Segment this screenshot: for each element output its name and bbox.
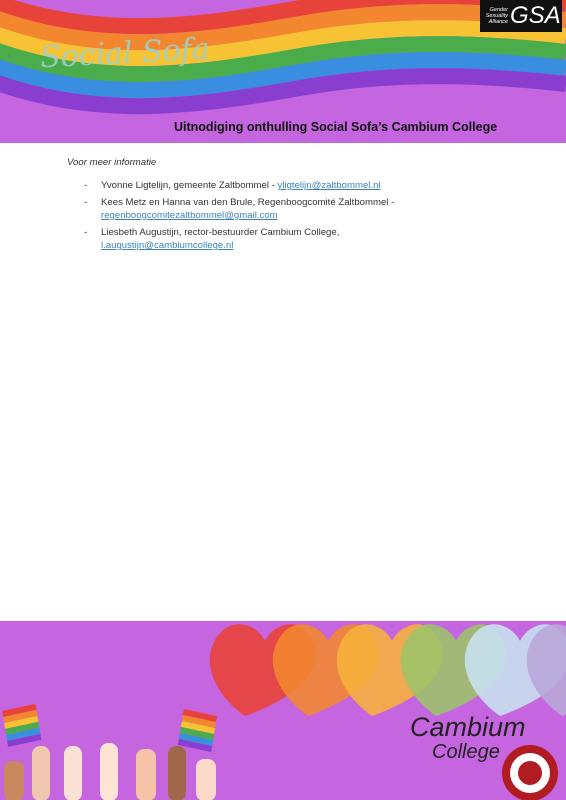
contact-text: Yvonne Ligtelijn, gemeente Zaltbommel - <box>101 180 278 191</box>
brand-line-2: College <box>432 741 500 763</box>
brand-line-1: Cambium <box>410 712 526 742</box>
footer-banner <box>0 621 566 800</box>
email-link[interactable]: yligtelijn@zaltbommel.nl <box>277 180 381 191</box>
list-item <box>67 179 507 193</box>
list-item <box>67 226 507 253</box>
gsa-logo <box>480 0 562 32</box>
page-title: Uitnodiging onthulling Social Sofa’s Cambium College <box>174 120 498 134</box>
list-dash: - <box>84 226 88 238</box>
pride-flag-icon <box>2 704 42 747</box>
list-item <box>67 196 507 223</box>
email-link[interactable]: l.augustijn@cambiumcollege.nl <box>101 240 234 251</box>
cambium-college-logo <box>410 713 526 763</box>
social-sofa-logo: Social Sofa <box>39 31 211 76</box>
contact-list <box>67 179 507 253</box>
header-banner <box>0 0 566 143</box>
gsa-title: GSA <box>510 2 561 29</box>
contact-text: Liesbeth Augustijn, rector-bestuurder Cambium College, <box>101 226 340 238</box>
list-dash: - <box>84 180 88 191</box>
hearts-decoration <box>0 621 566 800</box>
contact-section <box>67 157 507 256</box>
gsa-subtitle: Gender Sexuality Alliance <box>485 7 508 25</box>
email-link[interactable]: regenboogcomitezaltbommel@gmail.com <box>101 210 278 221</box>
list-dash: - <box>84 196 88 208</box>
contact-text: Kees Metz en Hanna van den Brule, Regenboogcomité Zaltbommel - <box>101 196 395 208</box>
more-info-heading: Voor meer informatie <box>67 157 157 168</box>
pride-flag-icon <box>178 709 218 752</box>
raised-hands-illustration <box>4 743 216 800</box>
